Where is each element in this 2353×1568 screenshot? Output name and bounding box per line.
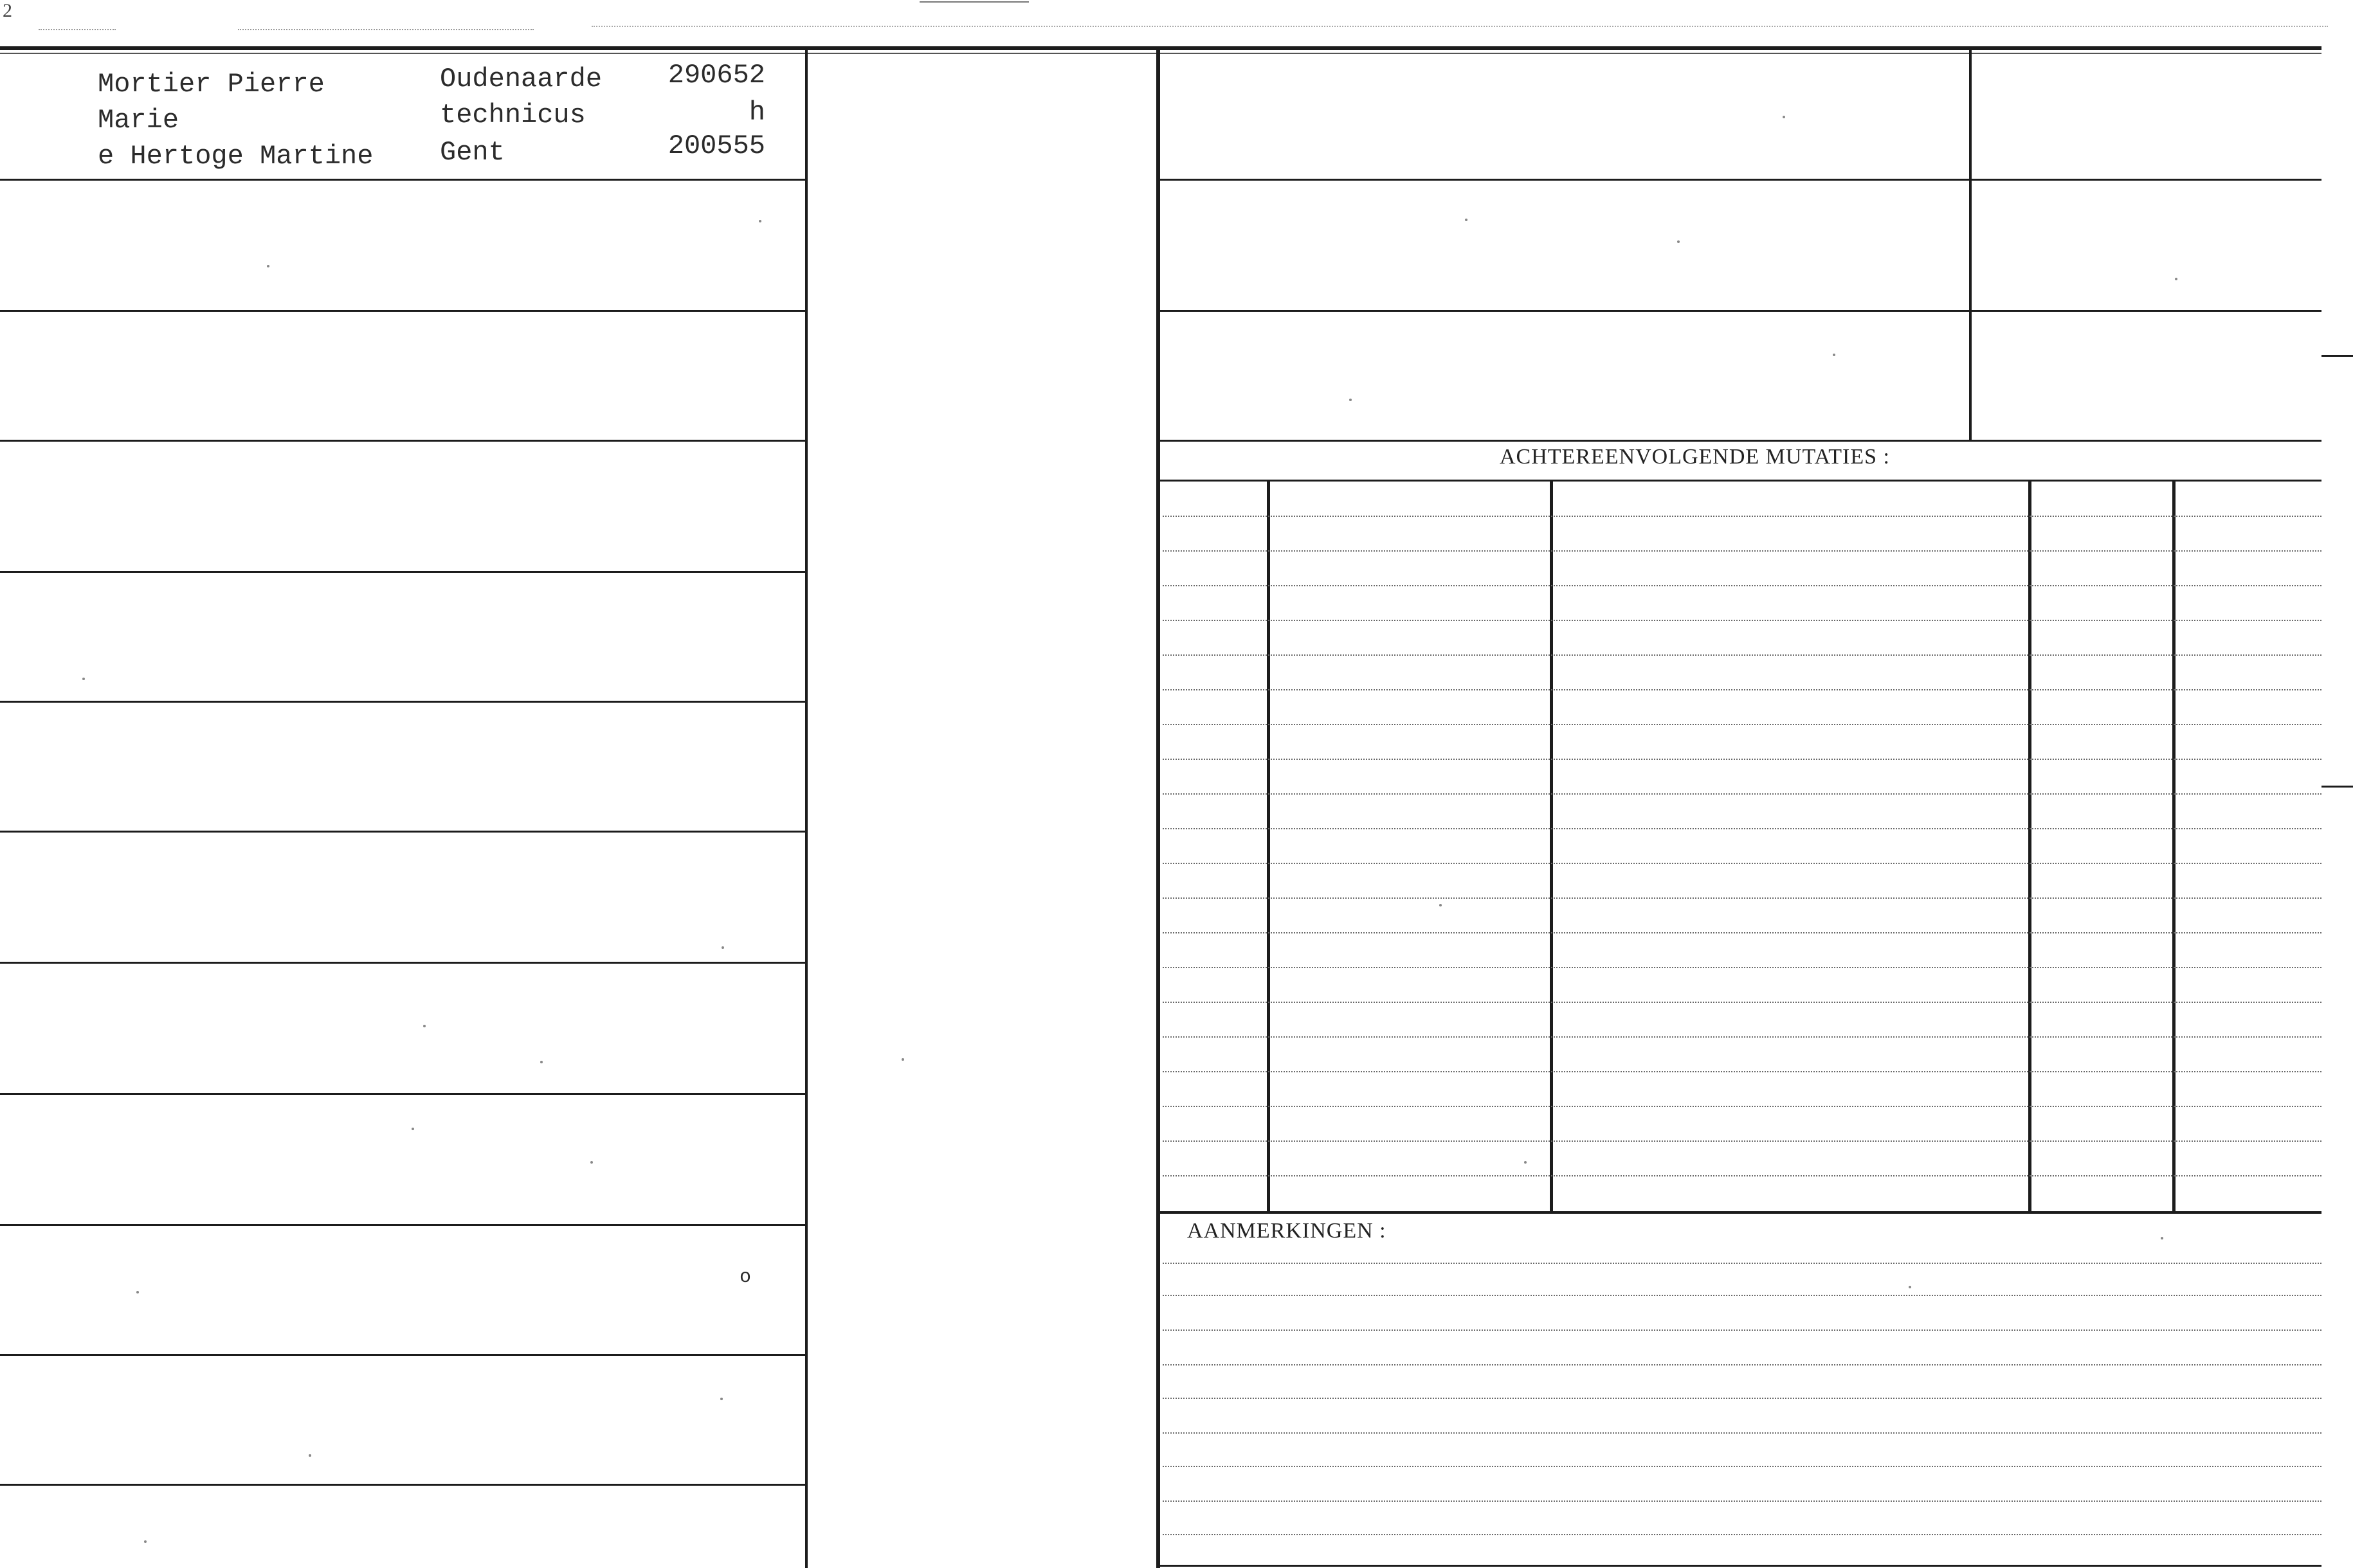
- scan-speck: [590, 1161, 593, 1164]
- left-row-divider: [0, 179, 806, 181]
- scan-speck: [540, 1061, 543, 1063]
- header-dash: [592, 26, 2328, 27]
- entry-place-line-1: Oudenaarde: [440, 64, 603, 95]
- bottom-rule: [1160, 1565, 2321, 1567]
- remarks-line: [1163, 1329, 2321, 1331]
- scan-speck: [412, 1128, 414, 1130]
- left-row-divider: [0, 1484, 806, 1486]
- mutation-line: [1163, 897, 2321, 899]
- scan-speck: [82, 678, 85, 680]
- mutations-bottom-rule: [1160, 1211, 2321, 1214]
- left-row-divider: [0, 310, 806, 312]
- scan-speck: [1833, 354, 1835, 356]
- right-row-divider: [1160, 440, 2321, 442]
- scan-speck: [144, 1540, 147, 1543]
- mutation-line: [1163, 828, 2321, 829]
- mutation-line: [1163, 620, 2321, 621]
- entry-name-line-2: Marie: [98, 105, 179, 136]
- mutations-top-rule: [1160, 480, 2321, 482]
- mutation-line: [1163, 724, 2321, 725]
- mutation-line: [1163, 1106, 2321, 1107]
- scan-speck: [720, 1398, 723, 1400]
- mutations-column-divider: [1550, 481, 1553, 1211]
- left-row-divider: [0, 1224, 806, 1226]
- scan-speck: [1524, 1161, 1527, 1164]
- mutation-line: [1163, 967, 2321, 968]
- scan-speck: [722, 946, 724, 949]
- left-row-divider: [0, 1354, 806, 1356]
- mutation-line: [1163, 793, 2321, 795]
- mutations-column-divider: [1267, 481, 1270, 1211]
- scan-speck: [1783, 116, 1785, 118]
- remarks-line: [1163, 1432, 2321, 1434]
- left-row-divider: [0, 571, 806, 573]
- header-dash: [920, 1, 1029, 3]
- right-row-divider: [1160, 179, 2321, 181]
- entry-place-line-3: Gent: [440, 137, 505, 168]
- scan-speck: [136, 1291, 139, 1293]
- mutation-line: [1163, 689, 2321, 690]
- mutations-column-divider: [2028, 481, 2031, 1211]
- mutation-line: [1163, 1140, 2321, 1142]
- entry-code-line-1: 290652: [668, 60, 765, 91]
- mutation-line: [1163, 654, 2321, 656]
- scan-speck: [1909, 1286, 1911, 1288]
- mutation-line: [1163, 585, 2321, 586]
- remarks-line: [1163, 1466, 2321, 1467]
- entry-name-line-1: Mortier Pierre: [98, 69, 325, 100]
- edge-tick: [2321, 786, 2353, 788]
- header-dash: [238, 29, 534, 30]
- scan-speck: [1465, 219, 1467, 221]
- center-column-divider: [1156, 46, 1160, 1568]
- scan-speck: [423, 1025, 426, 1027]
- left-row-divider: [0, 1093, 806, 1095]
- entry-code-line-2: h: [749, 97, 765, 128]
- mutation-line: [1163, 759, 2321, 760]
- remarks-line: [1163, 1295, 2321, 1296]
- left-row-divider: [0, 831, 806, 833]
- scan-speck: [759, 220, 761, 222]
- remarks-line: [1163, 1364, 2321, 1365]
- mutation-line: [1163, 550, 2321, 552]
- mutations-column-divider: [2172, 481, 2176, 1211]
- top-rule-inner: [0, 53, 2321, 54]
- mutation-line: [1163, 1002, 2321, 1003]
- remarks-heading: AANMERKINGEN :: [1187, 1219, 1386, 1243]
- left-row-divider: [0, 701, 806, 703]
- left-row-divider: [0, 440, 806, 442]
- mutation-line: [1163, 1175, 2321, 1176]
- entry-place-line-2: technicus: [440, 100, 586, 131]
- scan-speck: [902, 1058, 904, 1061]
- left-row-divider: [0, 962, 806, 964]
- remarks-line: [1163, 1534, 2321, 1535]
- mutation-line: [1163, 1036, 2321, 1038]
- left-column-divider: [805, 46, 808, 1568]
- mutation-line: [1163, 1071, 2321, 1072]
- right-row-divider: [1160, 310, 2321, 312]
- scan-speck: [1439, 904, 1442, 906]
- remarks-line: [1163, 1500, 2321, 1502]
- mutation-line: [1163, 932, 2321, 933]
- header-dash: [39, 29, 116, 30]
- scan-speck: [309, 1454, 311, 1457]
- remarks-line: [1163, 1398, 2321, 1399]
- remarks-line: [1163, 1263, 2321, 1264]
- entry-name-line-3: e Hertoge Martine: [98, 141, 374, 172]
- stray-mark: o: [740, 1266, 752, 1288]
- mutation-line: [1163, 516, 2321, 517]
- scan-speck: [2175, 278, 2177, 280]
- mutation-line: [1163, 863, 2321, 864]
- corner-mark: 2: [3, 0, 12, 21]
- entry-code-line-3: 200555: [668, 131, 765, 161]
- mutations-heading: ACHTEREENVOLGENDE MUTATIES :: [1500, 445, 1890, 469]
- scan-speck: [1349, 399, 1352, 401]
- scan-speck: [267, 265, 269, 267]
- scan-speck: [2161, 1237, 2163, 1239]
- right-upper-column-divider: [1969, 46, 1972, 440]
- scan-speck: [1677, 240, 1680, 243]
- edge-tick: [2321, 355, 2353, 357]
- top-rule: [0, 46, 2321, 50]
